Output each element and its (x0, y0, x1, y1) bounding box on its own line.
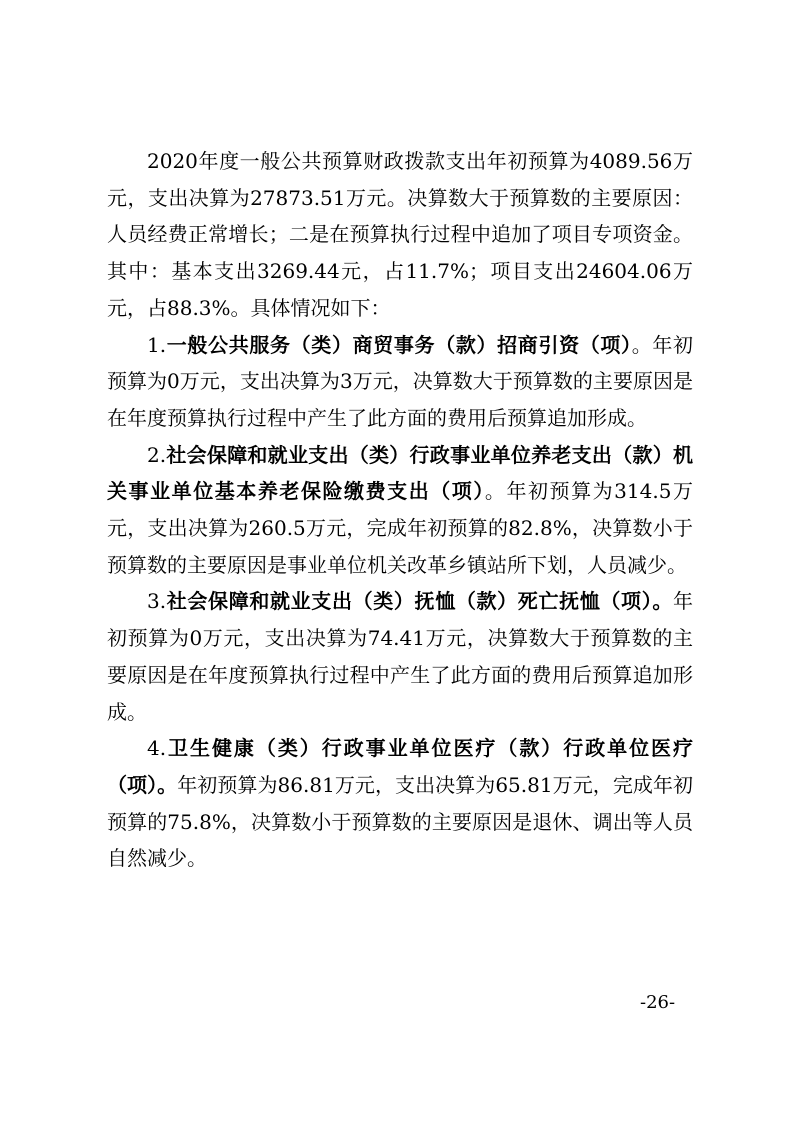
intro-text: 2020年度一般公共预算财政拨款支出年初预算为4089.56万元，支出决算为27873.51万元。决算数大于预算数的主要原因：人员经费正常增长；二是在预算执行过程中追加了项目专项资金。其中：基本支出3269.44元，占11.7%；项目支出24604.06万元，占88.3%。具体情况如下： (107, 149, 693, 320)
page-number: -26- (640, 992, 676, 1013)
item-number: 4. (147, 736, 167, 761)
item-heading: 一般公共服务（类）商贸事务（款）招商引资（项） (166, 332, 632, 357)
item-number: 2. (147, 442, 167, 467)
item-paragraph-3 (107, 583, 693, 730)
item-body: 年初预算为86.81万元，支出决算为65.81万元，完成年初预算的75.8%，决算数小于预算数的主要原因是退休、调出等人员自然减少。 (107, 772, 694, 871)
intro-paragraph (107, 143, 693, 327)
item-body: 年初预算为0万元，支出决算为74.41万元，决算数大于预算数的主要原因是在年度预算执行过程中产生了此方面的费用后预算追加形成。 (107, 589, 693, 724)
item-heading: 社会保障和就业支出（类）行政事业单位养老支出（款）机关事业单位基本养老保险缴费支出（项） (107, 442, 693, 504)
item-body: 。年初预算为0万元，支出决算为3万元，决算数大于预算数的主要原因是在年度预算执行过程中产生了此方面的费用后预算追加形成。 (107, 332, 694, 430)
item-number: 1. (147, 332, 167, 357)
document-body (107, 143, 693, 877)
item-heading: 社会保障和就业支出（类）抚恤（款）死亡抚恤（项）。 (166, 589, 673, 614)
item-paragraph-2 (107, 437, 693, 584)
item-paragraph-1 (107, 327, 693, 437)
item-number: 3. (147, 589, 167, 614)
item-body: 。年初预算为314.5万元，支出决算为260.5万元，完成年初预算的82.8%，决算数小于预算数的主要原因是事业单位机关改革乡镇站所下划，人员减少。 (107, 479, 693, 577)
item-heading: 卫生健康（类）行政事业单位医疗（款）行政单位医疗（项）。 (107, 736, 693, 797)
item-paragraph-4 (107, 730, 693, 877)
